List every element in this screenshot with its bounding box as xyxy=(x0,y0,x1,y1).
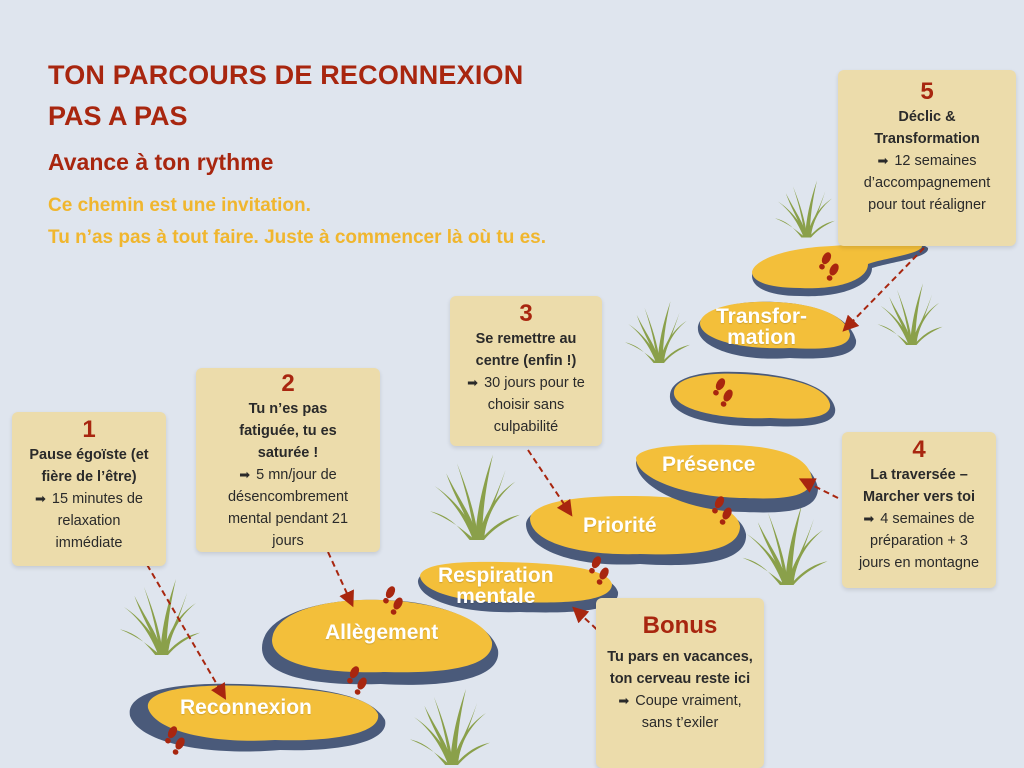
step-heading-line: Transformation xyxy=(874,131,980,147)
step-heading-line: saturée ! xyxy=(257,445,319,461)
step-number: 1 xyxy=(82,416,96,443)
step-heading-line: fatiguée, tu es xyxy=(239,423,337,439)
page-subtitle: Avance à ton rythme xyxy=(48,149,274,175)
stone-label-respiration-line1: Respiration xyxy=(438,564,554,587)
intro-line-1: Ce chemin est une invitation. xyxy=(48,195,311,216)
step-desc-line: pour tout réaligner xyxy=(868,197,986,213)
step-card-5 xyxy=(838,70,1016,246)
step-desc-line: immédiate xyxy=(55,535,123,551)
step-desc-line xyxy=(196,464,380,486)
step-desc-text: 4 semaines de xyxy=(880,511,975,527)
step-desc-text: 30 jours pour te xyxy=(484,375,585,391)
step-desc-line xyxy=(12,488,166,510)
step-desc-line: mental pendant 21 xyxy=(227,511,349,527)
stone-label-priorite: Priorité xyxy=(583,514,657,537)
step-desc-line: jours xyxy=(272,533,304,549)
right-arrow-icon: ➡ xyxy=(239,467,251,482)
right-arrow-icon: ➡ xyxy=(877,153,889,168)
step-heading-line: Pause égoïste (et xyxy=(29,447,149,463)
step-desc-text: 12 semaines xyxy=(894,153,977,169)
bonus-card xyxy=(596,598,764,768)
step-desc-line xyxy=(842,508,996,530)
step-number: 5 xyxy=(920,78,934,105)
right-arrow-icon: ➡ xyxy=(863,511,875,526)
step-desc-line xyxy=(450,372,602,394)
right-arrow-icon: ➡ xyxy=(35,491,46,506)
step-card-2 xyxy=(196,368,380,552)
step-heading-line: Déclic & xyxy=(898,109,956,125)
step-desc-text: 5 mn/jour de xyxy=(256,467,337,483)
step-desc-line: choisir sans xyxy=(487,397,565,413)
stone-label-presence: Présence xyxy=(662,453,756,476)
page-title-line-2: PAS A PAS xyxy=(48,101,188,131)
stone-label-transformation-line2: mation xyxy=(727,326,796,349)
bonus-heading-line: ton cerveau reste ici xyxy=(609,671,751,687)
step-desc-text: 15 minutes de xyxy=(51,491,143,507)
step-card-1 xyxy=(12,412,166,566)
bonus-desc-text: Coupe vraiment, xyxy=(635,693,742,709)
bonus-desc-line: sans t’exiler xyxy=(641,715,719,731)
stone-label-respiration-line2: mentale xyxy=(456,585,536,608)
stone-label-allegement: Allègement xyxy=(325,621,439,644)
step-card-3 xyxy=(450,296,602,446)
stone-label-transformation-line1: Transfor- xyxy=(716,305,808,328)
step-desc-line xyxy=(838,150,1016,172)
intro-line-2: Tu n’as pas à tout faire. Juste à commencer là où tu es. xyxy=(48,227,547,248)
step-number: 4 xyxy=(912,436,926,463)
step-desc-line: culpabilité xyxy=(493,419,559,435)
step-heading-line: La traversée – xyxy=(870,467,968,483)
bonus-title: Bonus xyxy=(642,612,718,639)
step-heading-line: Marcher vers toi xyxy=(862,489,976,505)
step-heading-line: Tu n’es pas xyxy=(248,401,328,417)
stone-label-reconnexion: Reconnexion xyxy=(180,696,312,719)
step-desc-line: préparation + 3 xyxy=(870,533,968,549)
step-desc-line: jours en montagne xyxy=(858,555,980,571)
stone-label-respiration xyxy=(438,565,554,607)
step-desc-line: relaxation xyxy=(57,513,121,529)
step-card-4 xyxy=(842,432,996,588)
bonus-desc-line xyxy=(596,690,764,712)
page-title-line-1: TON PARCOURS DE RECONNEXION xyxy=(48,60,524,90)
bonus-heading-line: Tu pars en vacances, xyxy=(607,649,753,665)
right-arrow-icon: ➡ xyxy=(618,693,630,708)
step-desc-line: désencombrement xyxy=(227,489,349,505)
step-number: 2 xyxy=(281,370,295,397)
step-heading-line: Se remettre au xyxy=(475,331,577,347)
right-arrow-icon: ➡ xyxy=(467,375,479,390)
step-heading-line: fière de l’être) xyxy=(41,469,137,485)
stone-label-transformation xyxy=(716,306,807,348)
step-desc-line: d’accompagnement xyxy=(863,175,991,191)
step-number: 3 xyxy=(519,300,533,327)
step-heading-line: centre (enfin !) xyxy=(475,353,577,369)
